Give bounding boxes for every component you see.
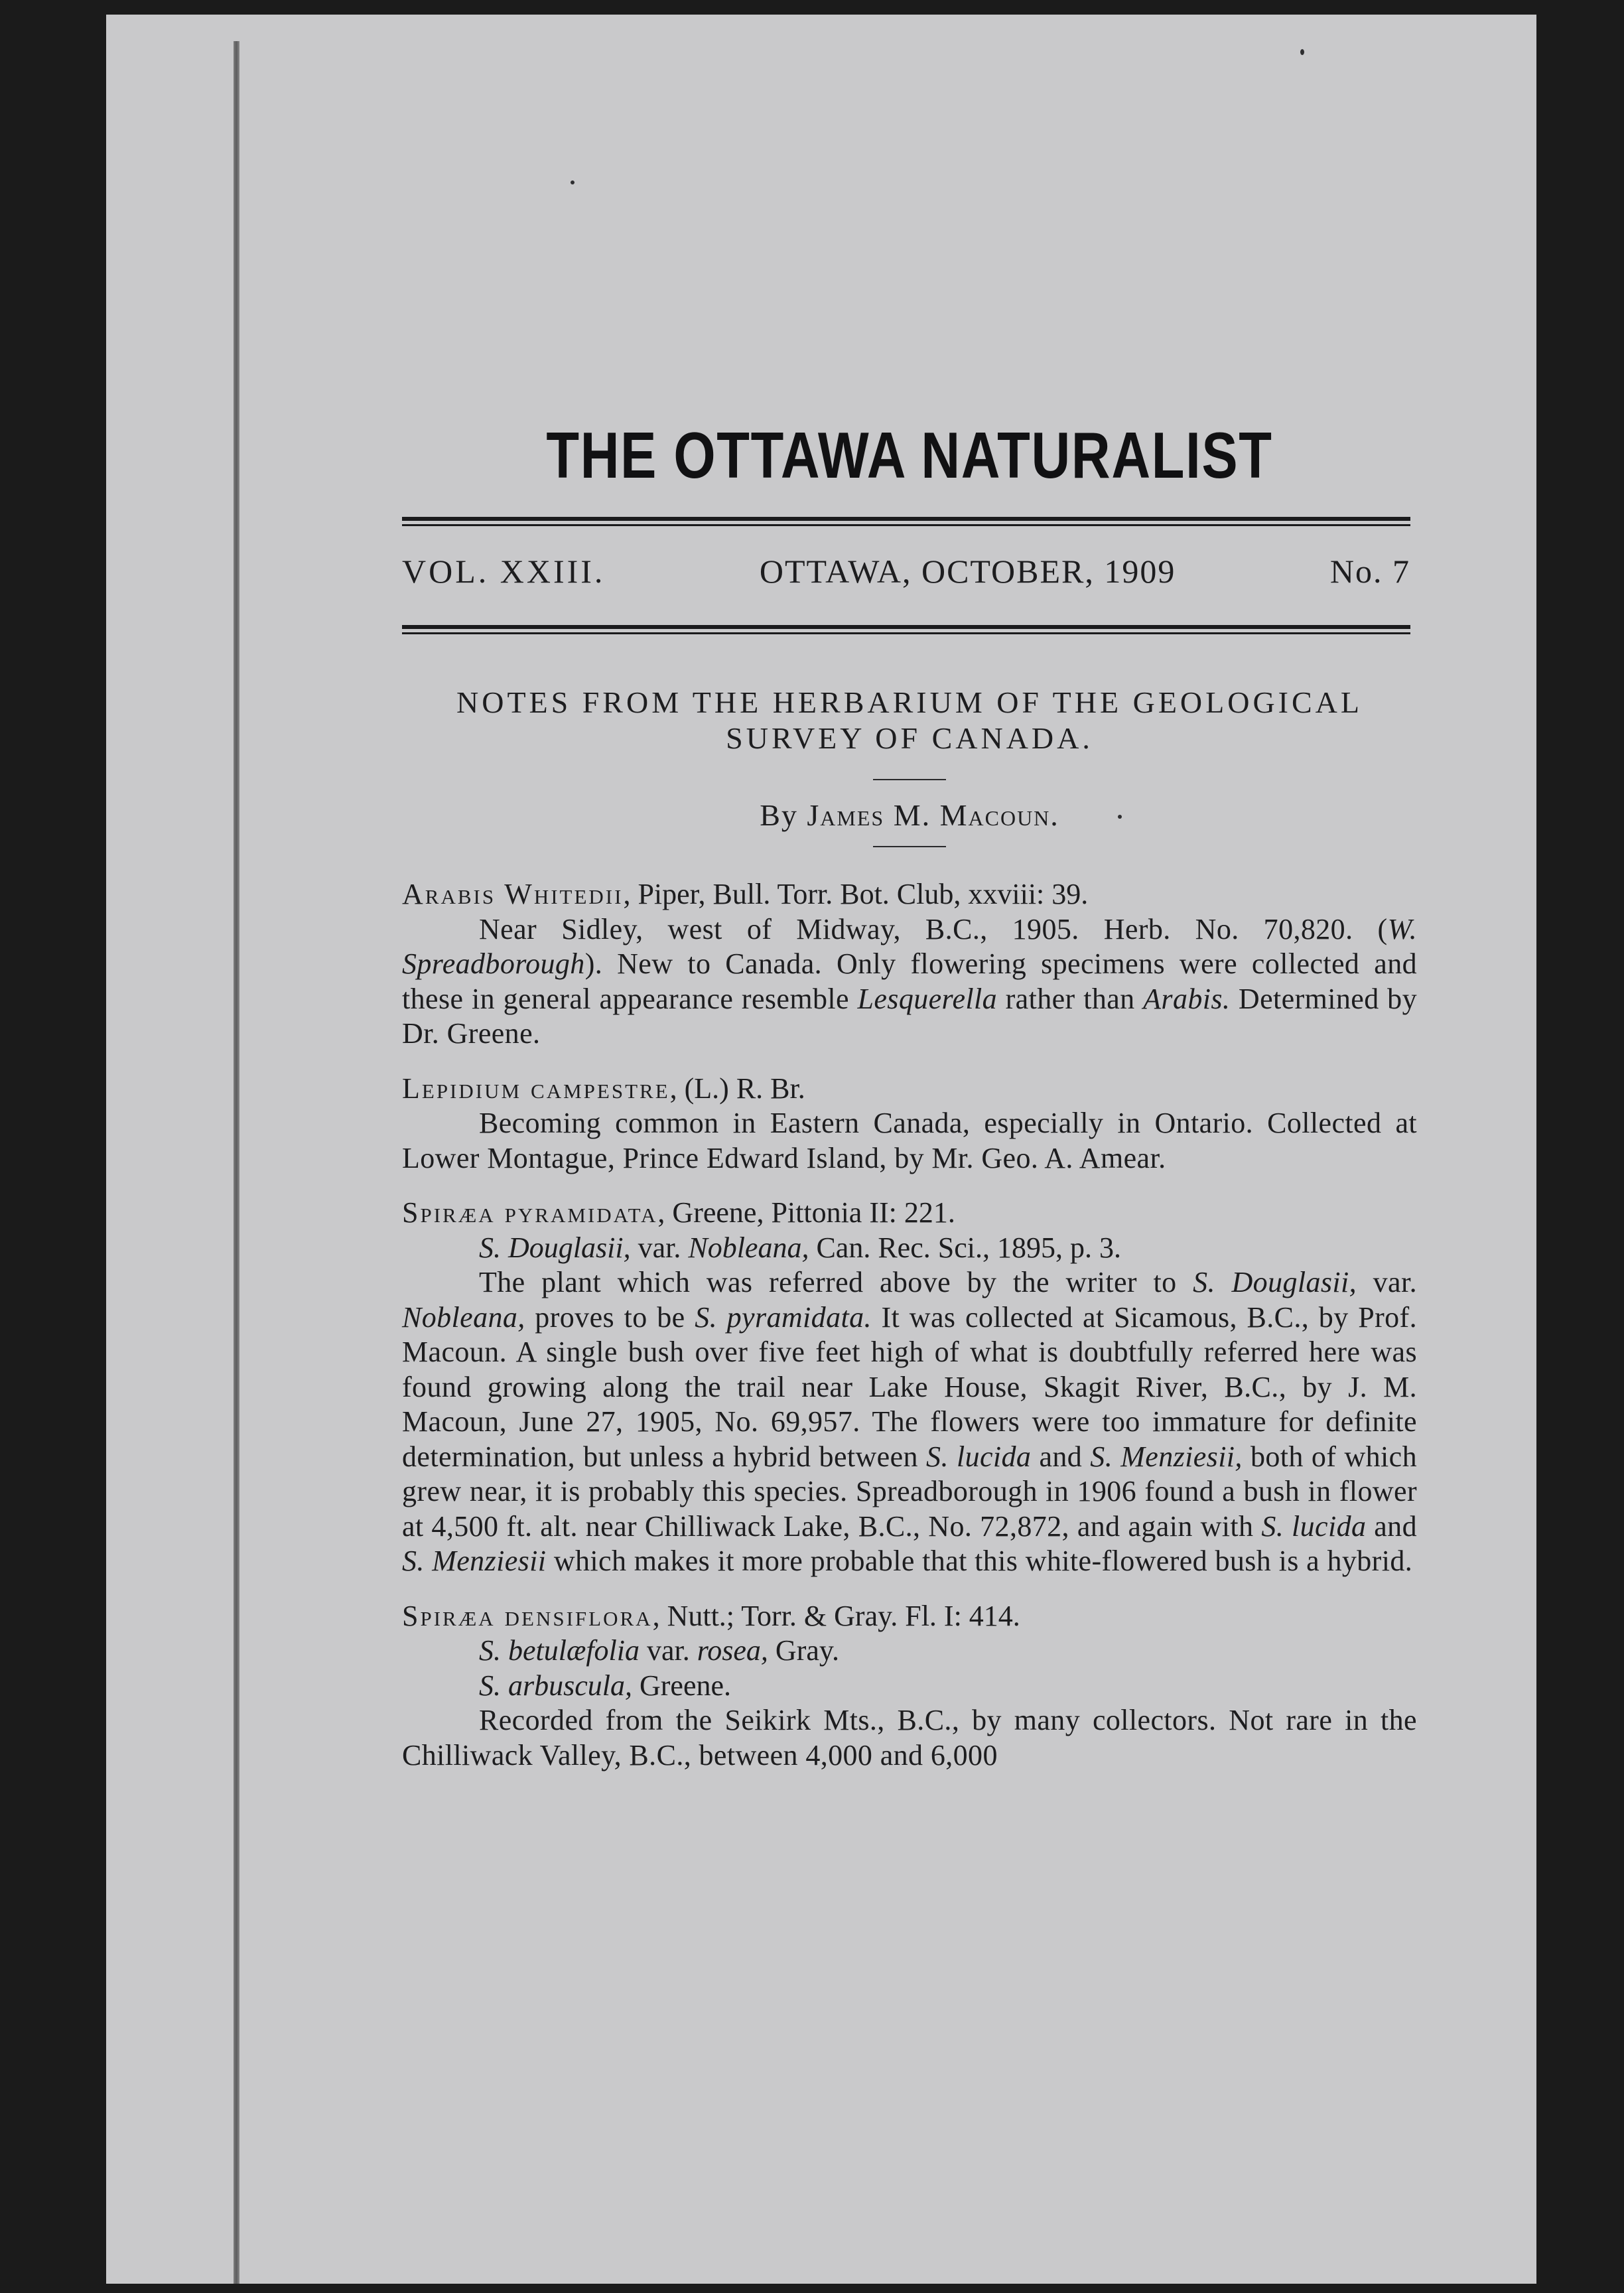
byline-prefix: By [760, 798, 798, 832]
synonym-line [402, 1669, 1417, 1704]
italic-text-run: S. lucida [926, 1440, 1032, 1473]
species-authority: , (L.) R. Br. [669, 1072, 805, 1105]
text-run: Near Sidley, west of Midway, B.C., 1905. Herb. No. 70,820. ( [479, 912, 1388, 945]
journal-page [106, 15, 1536, 2284]
italic-text-run: S. Menziesii, [1090, 1440, 1243, 1473]
text-run: ). New to Canada. Only flowering specimens were collected and these in general appearance resemble [402, 947, 1417, 1015]
italic-text-run: Arabis. [1143, 982, 1231, 1015]
italic-text-run: S. Menziesii [402, 1545, 547, 1577]
italic-text-run: Nobleana, [402, 1300, 525, 1334]
issue-number: No. 7 [1329, 553, 1410, 590]
species-heading [402, 1599, 1417, 1634]
volume-label: VOL. XXIII. [402, 553, 606, 590]
text-run: proves to be [525, 1300, 695, 1334]
species-authority: , Nutt.; Torr. & Gray. Fl. I: 414. [652, 1599, 1020, 1632]
species-name: Lepidium campestre [402, 1072, 670, 1105]
title-divider [873, 779, 946, 780]
article-title-line-2: SURVEY OF CANADA. [726, 721, 1093, 755]
text-run: Becoming common in Eastern Canada, especially in Ontario. Collected at Lower Montague, Prince Edward Island, by Mr. Geo. A. Amear. [402, 1107, 1417, 1174]
species-notes [402, 1703, 1417, 1773]
italic-text-run: S. pyramidata. [695, 1300, 872, 1334]
entry-spacer [402, 1579, 1417, 1599]
masthead-rule-top [402, 517, 1410, 526]
italic-text-run: Lesquerella [857, 982, 998, 1015]
species-notes [402, 1265, 1417, 1579]
place-date: OTTAWA, OCTOBER, 1909 [759, 553, 1176, 590]
text-run: Recorded from the Seikirk Mts., B.C., by many collectors. Not rare in the Chilliwack Valley, B.C., between 4,000 and 6,000 [402, 1704, 1417, 1772]
text-run: both of which grew near, it is probably this species. Spreadborough in 1906 found a bush in flower at 4,500 ft. alt. near Chilliwack Lake, B.C., No. 72,872, and again with [402, 1440, 1417, 1543]
italic-text-run: S. Douglasii, [1193, 1266, 1357, 1298]
paper-speck [1300, 49, 1304, 55]
species-notes [402, 1106, 1417, 1176]
entry-spacer [402, 1176, 1417, 1196]
species-authority: , Greene, Pittonia II: 221. [657, 1196, 955, 1229]
species-name: Spiræa pyramidata [402, 1196, 658, 1229]
article-body [402, 863, 1417, 1773]
author-name: James M. Macoun. [807, 798, 1059, 832]
text-run: which makes it more probable that this white-flowered bush is a hybrid. [546, 1545, 1413, 1577]
text-run: var. [640, 1634, 697, 1667]
text-run: Determined by Dr. Greene. [402, 982, 1417, 1050]
species-heading [402, 1196, 1417, 1231]
text-run: Greene. [632, 1669, 732, 1702]
italic-text-run: W. Spreadborough [402, 912, 1417, 980]
species-name: Arabis Whitedii [402, 878, 624, 910]
species-heading [402, 877, 1417, 912]
article-title [402, 685, 1417, 756]
text-run: var. [1357, 1266, 1417, 1298]
text-run: Can. Rec. Sci., 1895, p. 3. [809, 1231, 1121, 1264]
italic-text-run: S. arbuscula, [479, 1669, 632, 1702]
species-authority: , Piper, Bull. Torr. Bot. Club, xxviii: 39. [623, 878, 1089, 910]
italic-text-run: Nobleana, [688, 1231, 809, 1264]
byline [402, 798, 1417, 833]
journal-title: THE OTTAWA NATURALIST [546, 419, 1273, 492]
species-entry [402, 1599, 1417, 1773]
text-run: The plant which was referred above by the writer to [479, 1266, 1193, 1298]
synonym-line [402, 1633, 1417, 1669]
entry-spacer [402, 1052, 1417, 1072]
species-name: Spiræa densiflora [402, 1599, 653, 1632]
entry-spacer [402, 863, 1417, 877]
italic-text-run: rosea, [697, 1634, 768, 1667]
text-run: It was collected at Sicamous, B.C., by Prof. Macoun. A single bush over five feet high of what is doubtfully referred here was found growing along the trail near Lake House, Skagit River, B.C., by J. M. Macoun, June 27, 1905, No. 69,957. The flowers were too immature for definite determination, but unless a hybrid between [402, 1300, 1417, 1473]
text-run: var. [630, 1231, 689, 1264]
issue-line [402, 552, 1410, 591]
species-entry [402, 1196, 1417, 1579]
species-entry [402, 1072, 1417, 1176]
synonym-line [402, 1231, 1417, 1266]
italic-text-run: S. betulæfolia [479, 1634, 640, 1667]
text-run: rather than [997, 982, 1144, 1015]
species-notes [402, 912, 1417, 1052]
paper-speck [571, 180, 575, 184]
text-run: and [1031, 1440, 1091, 1473]
masthead-rule-bottom [402, 625, 1410, 634]
italic-text-run: S. lucida [1261, 1509, 1367, 1543]
species-entry [402, 877, 1417, 1052]
text-run: and [1366, 1509, 1417, 1543]
binding-gutter-line [234, 41, 239, 2284]
byline-divider [873, 846, 946, 847]
article-title-line-1: NOTES FROM THE HERBARIUM OF THE GEOLOGICAL [456, 685, 1363, 719]
text-run: Gray. [768, 1634, 840, 1667]
italic-text-run: S. Douglasii, [479, 1231, 631, 1264]
species-heading [402, 1072, 1417, 1107]
